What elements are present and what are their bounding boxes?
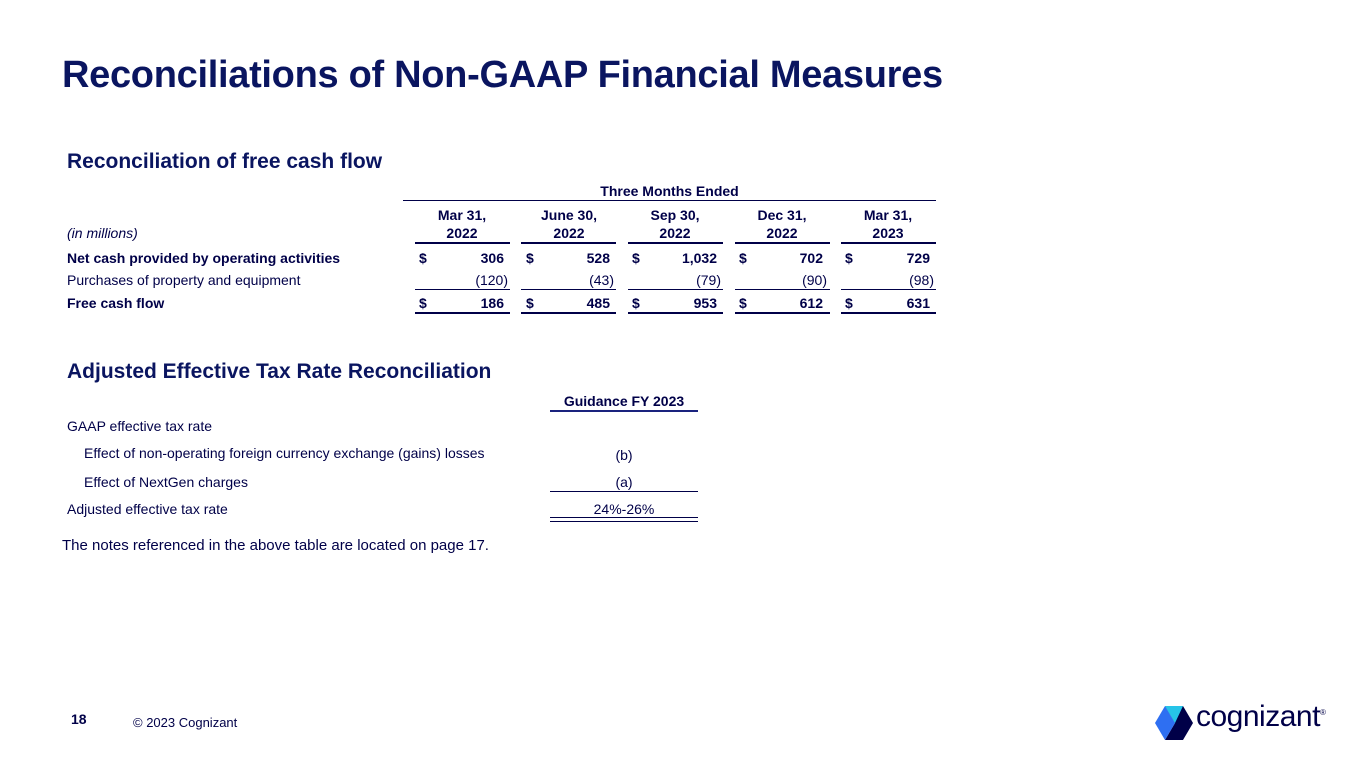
column-header: Sep 30, 2022 bbox=[650, 207, 700, 241]
column-underline bbox=[521, 242, 616, 244]
tax-row-adjusted: Adjusted effective tax rate bbox=[67, 501, 228, 517]
currency-symbol: $ bbox=[632, 250, 640, 266]
cognizant-wordmark: cognizant® bbox=[1196, 700, 1326, 733]
cell-value: 1,032 bbox=[681, 250, 717, 266]
cell-value: (90) bbox=[802, 272, 827, 288]
total-underline bbox=[841, 312, 936, 314]
tax-total-double-underline bbox=[550, 521, 698, 522]
subtotal-underline bbox=[521, 289, 616, 290]
tax-value-adjusted: 24%-26% bbox=[593, 501, 655, 517]
tax-value-nextgen: (a) bbox=[615, 474, 633, 490]
fcf-section-title: Reconciliation of free cash flow bbox=[67, 150, 383, 173]
currency-symbol: $ bbox=[632, 295, 640, 311]
page-title: Reconciliations of Non-GAAP Financial Measures bbox=[62, 54, 943, 96]
page-number: 18 bbox=[71, 711, 87, 727]
cell-value: 306 bbox=[480, 250, 504, 266]
cell-value: 186 bbox=[480, 295, 504, 311]
guidance-header: Guidance FY 2023 bbox=[563, 393, 685, 409]
cell-value: 528 bbox=[586, 250, 610, 266]
tax-row-nextgen: Effect of NextGen charges bbox=[84, 474, 248, 490]
subtotal-underline bbox=[735, 289, 830, 290]
tax-row-gaap: GAAP effective tax rate bbox=[67, 418, 213, 434]
currency-symbol: $ bbox=[739, 250, 747, 266]
cell-value: (43) bbox=[589, 272, 614, 288]
copyright: © 2023 Cognizant bbox=[133, 715, 238, 730]
column-header: June 30, 2022 bbox=[540, 207, 598, 241]
row-label-operating-cash: Net cash provided by operating activities bbox=[67, 250, 341, 266]
currency-symbol: $ bbox=[845, 250, 853, 266]
cell-value: 702 bbox=[799, 250, 823, 266]
cell-value: (120) bbox=[475, 272, 508, 288]
row-label-capex: Purchases of property and equipment bbox=[67, 272, 301, 288]
currency-symbol: $ bbox=[845, 295, 853, 311]
guidance-header-underline bbox=[550, 410, 698, 412]
total-underline bbox=[521, 312, 616, 314]
total-underline bbox=[628, 312, 723, 314]
subtotal-underline bbox=[415, 289, 510, 290]
units-label: (in millions) bbox=[67, 225, 138, 241]
column-header: Dec 31, 2022 bbox=[757, 207, 807, 241]
cell-value: 485 bbox=[586, 295, 610, 311]
cell-value: 612 bbox=[799, 295, 823, 311]
total-underline bbox=[735, 312, 830, 314]
total-underline bbox=[415, 312, 510, 314]
column-underline bbox=[841, 242, 936, 244]
row-label-free-cash-flow: Free cash flow bbox=[67, 295, 165, 311]
currency-symbol: $ bbox=[419, 250, 427, 266]
column-underline bbox=[735, 242, 830, 244]
currency-symbol: $ bbox=[526, 295, 534, 311]
tax-section-title: Adjusted Effective Tax Rate Reconciliation bbox=[67, 360, 492, 383]
column-header: Mar 31, 2022 bbox=[437, 207, 487, 241]
cell-value: 729 bbox=[906, 250, 930, 266]
cell-value: 631 bbox=[906, 295, 930, 311]
column-underline bbox=[415, 242, 510, 244]
tax-total-double-underline bbox=[550, 517, 698, 518]
cell-value: (98) bbox=[909, 272, 934, 288]
tax-subtotal-underline bbox=[550, 491, 698, 492]
subtotal-underline bbox=[628, 289, 723, 290]
cognizant-logo-icon bbox=[1155, 706, 1193, 740]
notes-reference: The notes referenced in the above table are located on page 17. bbox=[62, 537, 489, 554]
column-header: Mar 31, 2023 bbox=[863, 207, 913, 241]
column-underline bbox=[628, 242, 723, 244]
currency-symbol: $ bbox=[526, 250, 534, 266]
currency-symbol: $ bbox=[739, 295, 747, 311]
cell-value: (79) bbox=[696, 272, 721, 288]
cell-value: 953 bbox=[693, 295, 717, 311]
period-header: Three Months Ended bbox=[600, 183, 739, 199]
tax-row-fx: Effect of non-operating foreign currency exchange (gains) losses bbox=[84, 445, 485, 461]
subtotal-underline bbox=[841, 289, 936, 290]
period-header-underline bbox=[403, 200, 936, 201]
currency-symbol: $ bbox=[419, 295, 427, 311]
tax-value-fx: (b) bbox=[615, 447, 633, 463]
